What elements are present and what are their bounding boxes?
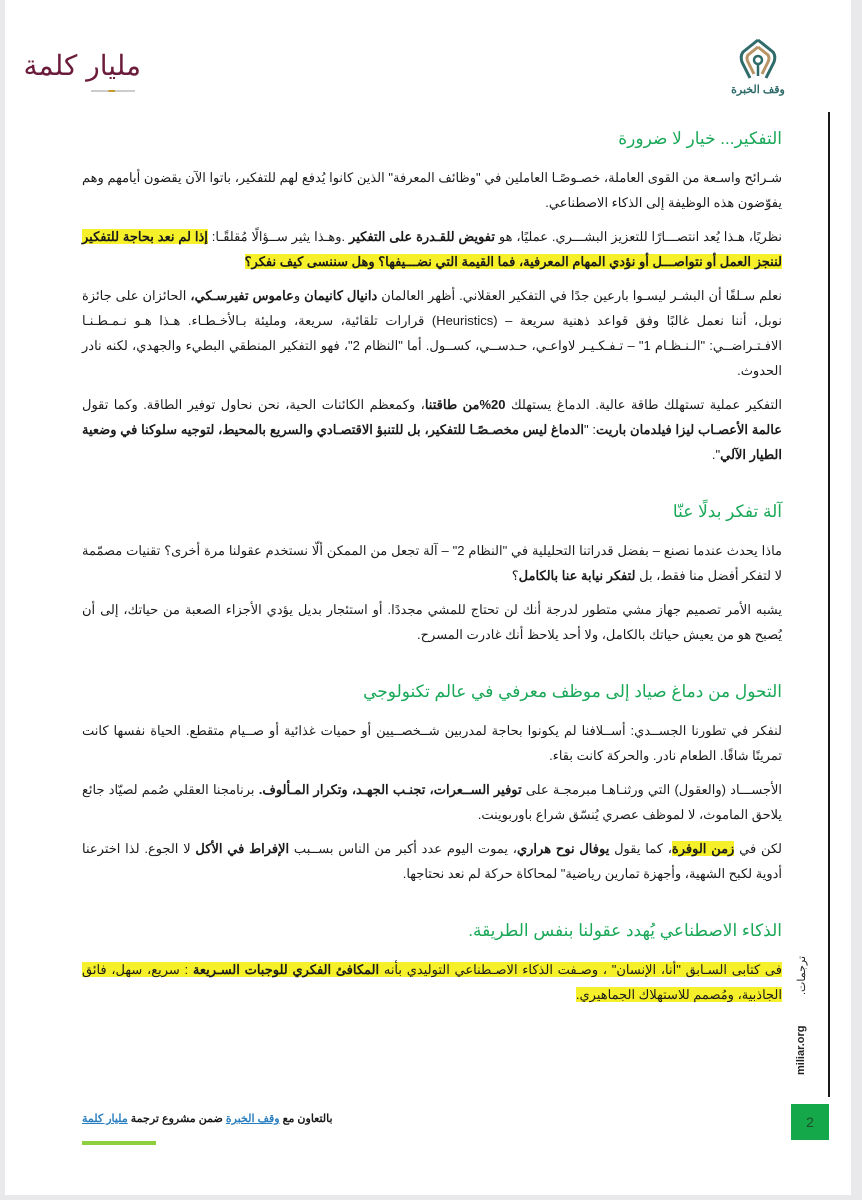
emphasis-text: عالمة الأعصـاب ليزا فيلدمان باريت	[596, 422, 782, 437]
text-run: : سريع، سهل، فائق الجاذبية، ومُصمم للاستهلاك الجماهيري.	[82, 962, 782, 1002]
emphasis-text: لتفكر نيابة عنا بالكامل	[518, 568, 636, 583]
text-run: ، كما يقول	[609, 841, 672, 856]
miliar-kalima-logo	[23, 44, 141, 104]
section-heading: التحول من دماغ صياد إلى موظف معرفي في عالم تكنولوجي	[363, 682, 782, 701]
section-heading: التفكير... خيار لا ضرورة	[618, 129, 782, 148]
footer-middle: ضمن مشروع ترجمة	[130, 1113, 223, 1125]
text-run: الحائزان على جائزة نوبل، أننا نعمل غالبًا وفق قواعد ذهنية سريعة – (Heuristics) قرارات تلقائية، سريعة، ومليئة بـالأخـطـاء. هـذا هـو نـمـطـنـا الافـتـراضــي: "الـنـظـام 1" – تـفـكـيـر لاواعـي، حـدســي، كســول. أما "النظام 2"، فهو التفكير المنطقي البطيء والجهدي، لكنه نادر الحدوث.	[82, 288, 782, 378]
text-run: شـرائح واسـعة من القوى العاملة، خصـوصًـا العاملين في "وظائف المعرفة" الذين كانوا يُدفع لهم للتفكير، باتوا الآن يقضون أيامهم وهم يفوّضون هذه الوظيفة إلى الذكاء الاصطناعي.	[82, 170, 782, 210]
waqf-logo-text: وقف الخبرة	[731, 84, 785, 96]
text-run: فى كتابى السـابق "أنا، الإنسان" ، وصـفت الذكاء الاصـطناعي التوليدي بأنه	[379, 962, 782, 977]
footer-link-miliar[interactable]: مليار كلمة	[82, 1113, 128, 1125]
paragraph	[82, 597, 782, 647]
text-run: يشبه الأمر تصميم جهاز مشي متطور لدرجة أنك لن تحتاج للمشي مجددًا. أو استئجار بديل يؤدي الأجزاء الصعبة من حياتك، إلى أن يُصبح هو من يعيش حياتك بالكامل، ولا أحد يلاحظ أنك غادرت المسرح.	[82, 602, 782, 642]
text-run: الأجســـاد (والعقول) التي ورثنـاهـا مبرمجـة على	[521, 782, 782, 797]
paragraph	[82, 538, 782, 588]
text-run: ".	[711, 447, 721, 462]
section-heading: آلة تفكر بدلًا عنّا	[672, 502, 782, 521]
text-run: ؟	[511, 568, 519, 583]
paragraph	[82, 718, 782, 768]
emphasis-text: زمن الوفرة	[671, 841, 735, 856]
text-run: لا الجوع. لذا اخترعنا أدوية لكبح الشهية، وأجهزة تمارين رياضية" لمحاكاة حركة لم نعد نحتاجها.	[82, 841, 782, 881]
text-run: و	[293, 288, 305, 303]
paragraph	[82, 165, 782, 215]
emphasis-text: إذا لم نعد بحاجة للتفكير لننجز العمل أو نتواصـــل أو نؤدي المهام المعرفية، فما القيمة التي نضـــيفها؟ وهل سننسى كيف نفكر؟	[82, 229, 782, 269]
text-run: لكن في	[734, 841, 783, 856]
emphasis-text: المكافئ الفكري للوجبات السـريعة	[192, 962, 380, 977]
margin-rule	[828, 112, 830, 1097]
text-run: .وهـذا يثير ســؤالًا مُقلقًـا:	[207, 229, 350, 244]
text-run: ماذا يحدث عندما نصنع – بفضل قدراتنا التحليلية في "النظام 2" – آلة تجعل من الممكن ألّا نستخدم عقولنا مرة أخرى؟ تقنيات مصمّمة لا لتفكر أفضل منا فقط، بل	[82, 543, 783, 583]
paragraph	[82, 777, 782, 827]
emphasis-text: 20%من طاقتنا	[424, 397, 506, 412]
waqf-logo-icon	[738, 38, 778, 82]
emphasis-text: تفويض للقـدرة على التفكير	[349, 229, 495, 244]
text-run: نظريًا، هـذا يُعد انتصـــارًا للتعزيز البشـــري. عمليًا، هو	[494, 229, 782, 244]
emphasis-text: يوفال نوح هراري	[516, 841, 610, 856]
footer-accent-bar	[82, 1141, 156, 1145]
paragraph	[82, 836, 782, 886]
miliar-logo-tagline	[91, 90, 135, 92]
text-run: التفكير عملية تستهلك طاقة عالية. الدماغ يستهلك	[505, 397, 782, 412]
paragraph	[82, 224, 782, 274]
text-run: نعلم سـلفًا أن البشـر ليسـوا بارعين جدًا في التفكير العقلاني. أظهر العالمان	[377, 288, 782, 303]
section-gap	[82, 895, 782, 917]
section-heading: الذكاء الاصطناعي يُهدد عقولنا بنفس الطريقة.	[468, 921, 782, 940]
text-run: برنامجنا العقلي صُمم لصيّاد جائع يلاحق الماموث، لا لموظف عصري يُنسّق شراع باوربوينت.	[82, 782, 782, 822]
paragraph	[82, 283, 782, 383]
text-run: : "	[584, 422, 597, 437]
footer-credit	[82, 1112, 333, 1125]
emphasis-text: الإفراط في الأكل	[195, 841, 290, 856]
emphasis-text: عاموس تفيرسـكي،	[190, 288, 294, 303]
paragraph	[82, 957, 782, 1007]
article-body	[82, 125, 782, 1016]
emphasis-text: توفير الســعرات، تجنـب الجهـد، وتكرار المـألوف.	[258, 782, 522, 797]
section-gap	[82, 476, 782, 498]
page-number: 2	[791, 1104, 829, 1140]
footer-prefix: بالتعاون مع	[282, 1113, 333, 1125]
miliar-logo-text: مليار كلمة	[23, 49, 141, 82]
sidebar-site-label: miliar.org	[795, 1025, 807, 1075]
waqf-alkhibra-logo	[723, 38, 793, 100]
footer-link-waqf[interactable]: وقف الخبرة	[225, 1113, 280, 1125]
text-run: ، وكمعظم الكائنات الحية، نحن نحاول توفير الطاقة. وكما تقول	[82, 397, 425, 412]
document-page	[5, 0, 851, 1195]
text-run: ، يموت اليوم عدد أكبر من الناس بســبب	[289, 841, 517, 856]
paragraph	[82, 392, 782, 467]
emphasis-text: الدماغ ليس مخصـصًـا للتفكير، بل للتنبؤ الاقتصـادي والسريع بالمحيط، لتوجيه سلوكنا في وضعية الطيار الآلي	[82, 422, 782, 462]
text-run: لنفكر في تطورنا الجســدي: أســلافنا لم يكونوا بحاجة لمدربين شــخصــيين أو حميات غذائية أو صــيام متقطع. الحياة نفسها كانت تمرينًا شاقًا. الطعام نادر. والحركة كانت بقاء.	[82, 723, 782, 763]
emphasis-text: دانيال كانيمان	[304, 288, 378, 303]
sidebar-translations-label: ترجمات.	[796, 955, 808, 995]
section-gap	[82, 656, 782, 678]
